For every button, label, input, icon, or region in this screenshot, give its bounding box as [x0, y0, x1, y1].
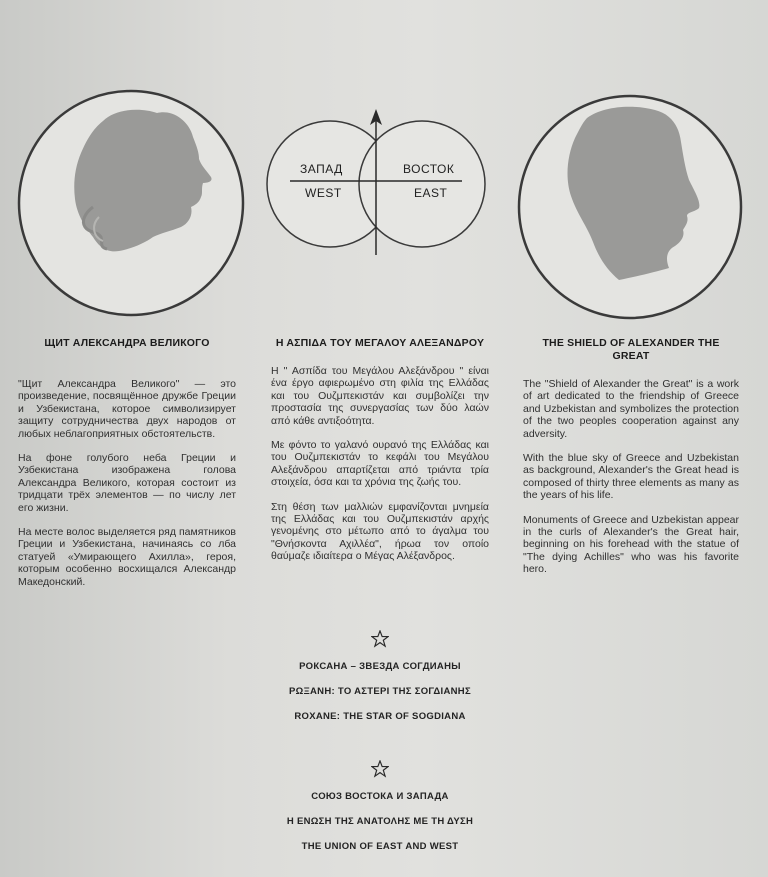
union-en: THE UNION OF EAST AND WEST — [301, 841, 459, 852]
left-profile-medallion — [15, 87, 247, 319]
roxane-block — [250, 630, 510, 729]
english-title: THE SHIELD OF ALEXANDER THE GREAT — [542, 337, 720, 362]
english-paragraph: The "Shield of Alexander the Great" is a work of art dedicated to the friendship of Greece and Uzbekistan and symbolizes the protection of the two peoples cooperation against any adversity. — [523, 378, 739, 440]
union-ru: СОЮЗ ВОСТОКА И ЗАПАДА — [311, 791, 449, 802]
union-block — [250, 760, 510, 859]
russian-paragraph: "Щит Александра Великого" — это произведение, посвящённое дружбе Греции и Узбекистана, которое символизирует защиту сотрудничества двух народов от любых неблагоприятных обстоятельств. — [18, 378, 236, 440]
russian-paragraph: На фоне голубого неба Греции и Узбекистана изображена голова Александра Великого, которая состоит из тридцати трёх элементов — по числу лет его жизни. — [18, 452, 236, 514]
greek-column — [271, 337, 489, 575]
compass-west-ru: ЗАПАД — [300, 162, 343, 176]
greek-title: Η ΑΣΠΙΔΑ ΤΟΥ ΜΕΓΑΛΟΥ ΑΛΕΞΑΝΔΡΟΥ — [275, 337, 485, 349]
compass-east-ru: ВОСТОК — [403, 162, 455, 176]
compass-east-en: EAST — [414, 186, 448, 200]
roxane-ru: РОКСАНА – ЗВЕЗДА СОГДИАНЫ — [299, 661, 461, 672]
russian-paragraph: На месте волос выделяется ряд памятников Греции и Узбекистана, начинаясь со лба статуей «Умирающего Ахилла», героя, которым особенно восхищался Александр Македонский. — [18, 526, 236, 588]
greek-paragraph: Η " Ασπίδα του Μεγάλου Αλεξάνδρου " είναι ένα έργο αφιερωμένο στη φιλία της Ελλάδας και του Ουζμπεκιστάν και συμβολίζει την προστασία της συνεργασίας των δύο λαών από κάθε αντιξοότητα. — [271, 365, 489, 427]
english-column — [523, 337, 739, 588]
greek-paragraph: Με φόντο το γαλανό ουρανό της Ελλάδας και του Ουζμπεκιστάν το κεφάλι του Μεγάλου Αλεξάνδρου απαρτίζεται από τριάντα τρία στοιχεία, όσα και τα χρόνια της ζωής του. — [271, 439, 489, 489]
english-paragraph: With the blue sky of Greece and Uzbekistan as background, Alexander's the Great head is composed of thirty three elements as many as the years of his life. — [523, 452, 739, 502]
star-icon — [371, 630, 389, 648]
english-paragraph: Monuments of Greece and Uzbekistan appear in the curls of Alexander's the Great hair, beginning on his forehead with the statue of "The dying Achilles" who was his favorite hero. — [523, 513, 739, 576]
compass-west-en: WEST — [305, 186, 342, 200]
union-gr: Η ΕΝΩΣΗ ΤΗΣ ΑΝΑΤΟΛΗΣ ΜΕ ΤΗ ΔΥΣΗ — [286, 816, 474, 827]
greek-paragraph: Στη θέση των μαλλιών εμφανίζονται μνημεία της Ελλάδας και του Ουζμπεκιστάν αρχής γενομένης στο μέτωπο από το άγαλμα του "Θνήσκοντα Αχιλλέα", ήρωα τον οποίο θαύμαζε ιδιαίτερα ο Μέγας Αλέξανδρος. — [271, 500, 489, 563]
star-icon — [371, 760, 389, 778]
right-profile-medallion — [515, 92, 745, 322]
russian-column — [18, 337, 236, 600]
roxane-gr: ΡΩΞΑΝΗ: ΤΟ ΑΣΤΕΡΙ ΤΗΣ ΣΟΓΔΙΑΝΗΣ — [289, 686, 471, 697]
roxane-en: ROXANE: THE STAR OF SOGDIANA — [294, 711, 466, 722]
compass-diagram — [262, 105, 492, 265]
russian-title: ЩИТ АЛЕКСАНДРА ВЕЛИКОГО — [44, 337, 210, 349]
